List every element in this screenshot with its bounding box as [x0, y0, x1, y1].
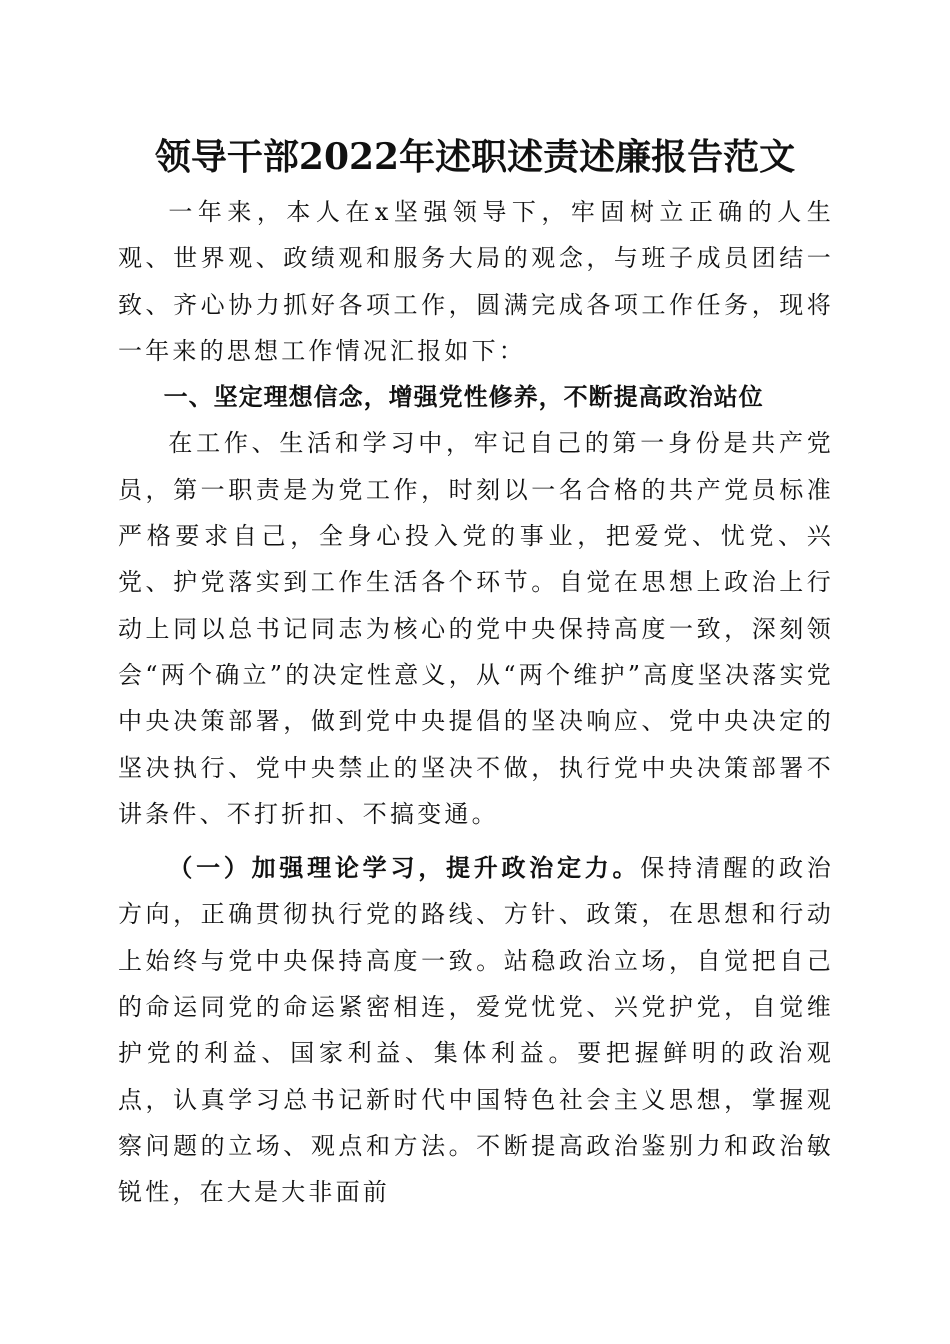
document-body [118, 189, 834, 1216]
subsection-lead: （一）加强理论学习，提升政治定力。 [168, 853, 641, 883]
document-title: 领导干部2022年述职述责述廉报告范文 [154, 136, 796, 178]
section-paragraph: 在工作、生活和学习中，牢记自己的第一身份是共产党员，第一职责是为党工作，时刻以一名合格的共产党员标准严格要求自己，全身心投入党的事业，把爱党、忧党、兴党、护党落实到工作生活各个环节。自觉在思想上政治上行动上同以总书记同志为核心的党中央保持高度一致，深刻领会“两个确立”的决定性意义，从“两个维护”高度坚决落实党中央决策部署，做到党中央提倡的坚决响应、党中央决定的坚决执行、党中央禁止的坚决不做，执行党中央决策部署不讲条件、不打折扣、不搞变通。 [118, 429, 834, 828]
subsection-paragraph [118, 845, 834, 1215]
section-heading: 一、坚定理想信念，增强党性修养，不断提高政治站位 [163, 383, 764, 412]
paragraph-spacer [118, 837, 834, 845]
subsection-text: 保持清醒的政治方向，正确贯彻执行党的路线、方针、政策，在思想和行动上始终与党中央保持高度一致。站稳政治立场，自觉把自己的命运同党的命运紧密相连，爱党忧党、兴党护党，自觉维护党的利益、国家利益、集体利益。要把握鲜明的政治观点，认真学习总书记新时代中国特色社会主义思想，掌握观察问题的立场、观点和方法。不断提高政治鉴别力和政治敏锐性，在大是大非面前 [118, 854, 834, 1207]
intro-paragraph: 一年来，本人在x坚强领导下，牢固树立正确的人生观、世界观、政绩观和服务大局的观念，与班子成员团结一致、齐心协力抓好各项工作，圆满完成各项工作任务，现将一年来的思想工作情况汇报如下： [118, 198, 834, 365]
